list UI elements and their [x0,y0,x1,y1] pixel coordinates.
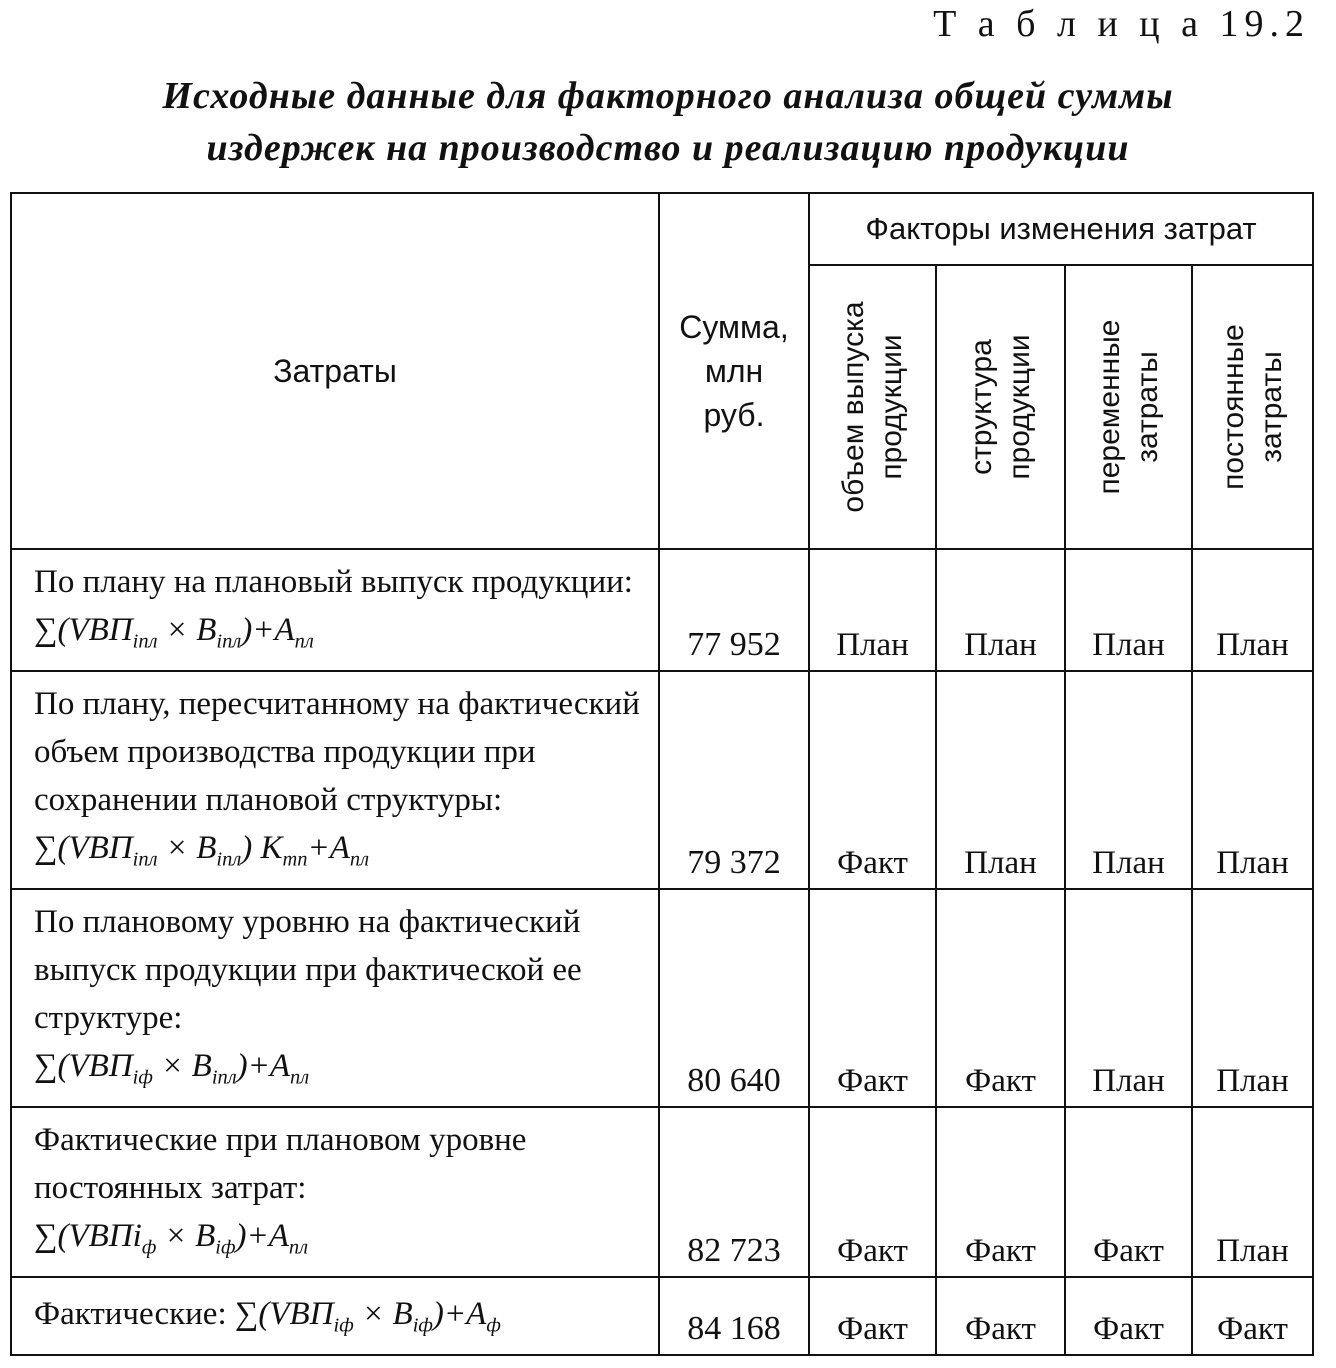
table-row [11,1277,1313,1355]
row-formula: $\sum(VBП_{iпл} \times B_{iпл})$ $K_{тп}+A_{пл}$ [34,830,370,871]
header-factor-fixed [1192,265,1313,549]
header-factors: Факторы изменения затрат [809,193,1313,265]
title-line-1: Исходные данные для факторного анализа общей суммы [162,75,1174,117]
table-row [11,671,1313,889]
table-title [0,70,1336,174]
row-mark-variable: План [1065,889,1192,1107]
row-amount: 82 723 [659,1107,809,1277]
row-formula: $\sum(VBП_{iф} \times B_{iф})+A_ф$ [234,1296,501,1337]
row-text: По плану, пересчитанному на фактический объем производства продукции при сохранении плановой структуры: [34,686,640,819]
factor-fixed-line-2: затраты [1254,351,1288,463]
row-mark-fixed: План [1192,549,1313,671]
row-mark-fixed: План [1192,889,1313,1107]
row-mark-structure: План [936,549,1065,671]
row-text: Фактические: [34,1296,235,1333]
row-mark-structure: Факт [936,1277,1065,1355]
row-mark-volume: Факт [809,889,936,1107]
row-mark-structure: Факт [936,889,1065,1107]
header-sum-line-3: руб. [703,397,765,433]
header-costs: Затраты [11,193,659,549]
row-formula: $\sum(VBП_{iпл} \times B_{iпл})+A_{пл}$ [34,612,314,653]
row-mark-variable: Факт [1065,1277,1192,1355]
header-sum [659,193,809,549]
row-mark-volume: Факт [809,671,936,889]
row-amount: 84 168 [659,1277,809,1355]
row-mark-variable: План [1065,671,1192,889]
factor-variable-line-2: затраты [1130,351,1164,463]
row-description [11,1107,659,1277]
row-mark-variable: План [1065,549,1192,671]
row-mark-volume: Факт [809,1107,936,1277]
row-text: По плановому уровню на фактический выпуск продукции при фактической ее структуре: [34,904,582,1037]
row-formula: $\sum(VBП_{iф} \times B_{iпл})+A_{пл}$ [34,1048,310,1089]
factor-analysis-table [10,192,1314,1356]
row-mark-fixed: План [1192,671,1313,889]
row-description [11,1277,659,1355]
row-mark-structure: Факт [936,1107,1065,1277]
row-mark-fixed: План [1192,1107,1313,1277]
row-mark-volume: План [809,549,936,671]
row-mark-structure: План [936,671,1065,889]
row-amount: 79 372 [659,671,809,889]
row-mark-volume: Факт [809,1277,936,1355]
table-row [11,889,1313,1107]
factor-volume-line-2: продукции [874,334,908,480]
header-factor-variable [1065,265,1192,549]
header-factor-volume [809,265,936,549]
row-mark-variable: Факт [1065,1107,1192,1277]
factor-fixed-line-1: постоянные [1216,324,1250,490]
header-sum-line-2: млн [704,353,764,389]
factor-variable-line-1: переменные [1092,319,1126,495]
row-description [11,549,659,671]
row-amount: 77 952 [659,549,809,671]
header-factor-structure [936,265,1065,549]
table-row [11,549,1313,671]
row-mark-fixed: Факт [1192,1277,1313,1355]
table-row [11,1107,1313,1277]
factor-structure-line-2: продукции [1002,334,1036,480]
factor-structure-line-1: структура [964,339,998,475]
title-line-2: издержек на производство и реализацию продукции [206,127,1130,169]
table-number: Т а б л и ц а 19.2 [933,3,1310,45]
header-sum-line-1: Сумма, [679,309,789,345]
row-text: Фактические при плановом уровне постоянных затрат: [34,1122,527,1207]
row-formula: ∑(VBПi$_ф$ × $B_{iф})+A_{пл}$ [34,1218,309,1259]
factor-volume-line-1: объем выпуска [836,301,870,513]
row-description [11,889,659,1107]
row-description [11,671,659,889]
row-text: По плану на плановый выпуск продукции: [34,564,633,601]
row-amount: 80 640 [659,889,809,1107]
